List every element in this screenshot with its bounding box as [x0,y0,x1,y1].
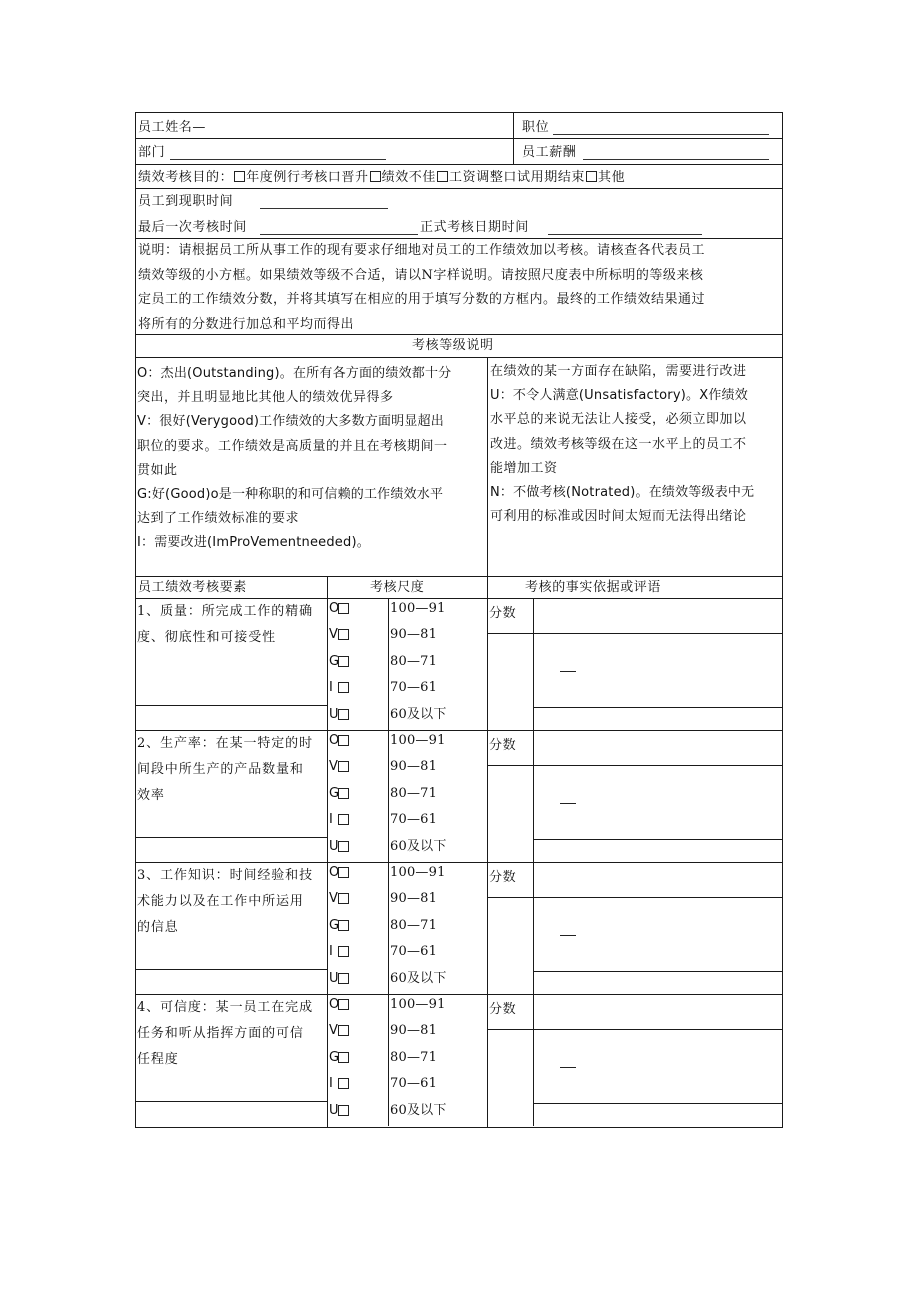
option-other: 其他 [598,170,626,185]
position-label: 职位 [522,120,550,135]
scale-divider [388,730,389,862]
salary-label: 员工薪酬 [522,145,577,160]
factor-subrow-line [135,705,328,706]
scale-divider [388,862,389,994]
grade-letter: U [329,1102,339,1118]
evidence-row-line [533,1103,783,1104]
grade-left-line: O：杰出(Outstanding)。在所有各方面的绩效都十分 [137,366,452,381]
score-label: 分数 [489,870,517,885]
purpose-row [138,170,625,185]
grade-range: 100—91 [390,601,446,616]
evidence-header: 考核的事实依据或评语 [525,580,662,595]
evidence-dash [560,935,576,936]
evidence-divider [533,730,534,862]
grade-letter: V [329,627,339,643]
grade-range: 80—71 [390,1049,438,1065]
factor-label-line: 间段中所生产的产品数量和 [137,762,304,777]
grade-left-line: I：需要改进(ImProVementneeded)。 [137,535,370,551]
factor-label-line: 4、可信度：某一员工在完成 [137,1000,313,1015]
hire-date-label: 员工到现职时间 [138,194,234,209]
grade-divider [487,357,488,577]
grade-letter: V [329,1023,339,1039]
grade-checkbox-g[interactable] [338,788,349,799]
grade-right-text [490,360,782,529]
score-label: 分数 [489,606,517,621]
instructions-line: 绩效等级的小方框。如果绩效等级不合适，请以N字样说明。请按照尺度表中所标明的等级来核 [138,267,704,283]
grade-letter: U [329,706,339,722]
grade-letter: O [329,997,340,1012]
factor-subrow-line [135,969,328,970]
grade-title: 考核等级说明 [412,338,494,353]
grade-letter: V [329,759,339,775]
instructions-text [138,239,780,337]
grade-checkbox-i[interactable] [338,682,349,693]
last-review-label: 最后一次考核时间 [138,220,247,235]
factor-block-line [135,994,783,995]
checkbox-other[interactable] [586,171,597,182]
grade-letter: I [329,944,334,960]
grade-checkbox-v[interactable] [338,629,349,640]
grade-letter: G [329,1049,340,1065]
grade-range: 100—91 [390,733,446,748]
grade-title-line [135,357,783,358]
grade-range: 100—91 [390,997,446,1012]
grade-letter: I [329,680,334,696]
evidence-col-line [487,576,488,1128]
grade-range: 60及以下 [390,1102,447,1118]
formal-review-field[interactable] [548,234,702,235]
evidence-dash [560,1067,576,1068]
grade-checkbox-i[interactable] [338,946,349,957]
evidence-row-line [533,707,783,708]
score-row-line [487,1029,783,1030]
purpose-label: 绩效考核目的： [138,170,234,185]
factor-label-line: 3、工作知识：时间经验和技 [137,868,313,883]
factor-label-line: 术能力以及在工作中所运用 [137,894,304,909]
grade-checkbox-v[interactable] [338,761,349,772]
checkbox-salary-adjust[interactable] [437,171,448,182]
grade-range: 60及以下 [390,838,447,854]
option-salary-adjust: 工资调整口试用期结束 [449,170,586,185]
grade-range: 90—81 [390,759,438,775]
score-label: 分数 [489,738,517,753]
grade-left-line: V：很好(Verygood)工作绩效的大多数方面明显超出 [137,414,444,430]
grade-checkbox-i[interactable] [338,1078,349,1089]
factor-subrow-line [135,1101,328,1102]
factor-label-line: 任程度 [137,1052,179,1067]
grade-checkbox-i[interactable] [338,814,349,825]
grade-right-line: U：不令人满意(Unsatisfactory)。X作绩效 [490,388,748,404]
score-row-line [487,765,783,766]
department-label: 部门 [138,145,166,160]
instructions-line: 说明：请根据员工所从事工作的现有要求仔细地对员工的工作绩效加以考核。请核查各代表员工 [138,243,706,258]
evidence-dash [560,671,576,672]
evidence-divider [533,862,534,994]
evidence-divider [533,598,534,730]
grade-left-line: 突出，并且明显地比其他人的绩效优异得多 [137,390,394,406]
score-row-line [487,897,783,898]
instructions-line: 将所有的分数进行加总和平均而得出 [138,316,355,332]
grade-letter: I [329,812,334,828]
grade-range: 100—91 [390,865,446,880]
factor-label-line: 效率 [137,788,165,803]
last-review-field[interactable] [260,234,418,235]
table-border-left [135,112,136,1128]
grade-right-line: 水平总的来说无法让人接受，必须立即加以 [490,412,747,428]
grade-left-line: 贯如此 [137,462,178,478]
grade-checkbox-u[interactable] [338,1105,349,1116]
grade-checkbox-g[interactable] [338,920,349,931]
factor-label-line: 1、质量：所完成工作的精确 [137,604,313,619]
grade-letter: U [329,838,339,854]
factor-subrow-line [135,837,328,838]
grade-range: 90—81 [390,891,438,907]
grade-right-line: 能增加工资 [490,460,558,476]
factor-label-line: 的信息 [137,920,179,935]
grade-checkbox-o[interactable] [338,735,349,746]
checkbox-poor-performance[interactable] [370,171,381,182]
grade-letter: O [329,601,340,616]
header-bottom-line [135,164,783,165]
scale-divider [388,598,389,730]
grade-bottom-line [135,576,783,577]
grade-range: 80—71 [390,917,438,933]
grade-letter: I [329,1076,334,1092]
option-annual-review: 年度例行考核口晋升 [246,170,369,185]
factor-block-line [135,730,783,731]
grade-left-line: G:好(Good)o是一种称职的和可信赖的工作绩效水平 [137,487,444,503]
evidence-row-line [533,971,783,972]
grade-checkbox-v[interactable] [338,893,349,904]
grade-checkbox-g[interactable] [338,1052,349,1063]
grade-checkbox-o[interactable] [338,603,349,614]
employee-name-label: 员工姓名— [138,120,207,135]
grade-range: 70—61 [390,1076,438,1092]
grade-right-line: 在绩效的某一方面存在缺陷，需要进行改进 [490,364,747,379]
scale-divider [388,994,389,1126]
grade-range: 70—61 [390,812,438,828]
grade-range: 80—71 [390,653,438,669]
score-row-line [487,633,783,634]
grade-letter: V [329,891,339,907]
hire-date-field[interactable] [260,208,388,209]
grade-range: 90—81 [390,1023,438,1039]
grade-left-text [137,362,487,556]
grade-letter: O [329,865,340,880]
grade-range: 60及以下 [390,706,447,722]
table-border-top [135,112,783,113]
grade-right-line: N：不做考核(Notrated)。在绩效等级表中无 [490,485,755,501]
scale-header: 考核尺度 [370,580,425,595]
grade-right-line: 可利用的标准或因时间太短而无法得出绪论 [490,509,747,525]
factor-label-line: 2、生产率：在某一特定的时 [137,736,313,751]
salary-field[interactable] [583,159,769,160]
formal-review-label: 正式考核日期时间 [420,220,529,235]
table-border-bottom [135,1127,783,1128]
position-field[interactable] [553,134,769,135]
grade-letter: G [329,917,340,933]
score-label: 分数 [489,1002,517,1017]
grade-checkbox-u[interactable] [338,709,349,720]
grade-letter: U [329,970,339,986]
factor-label-line: 任务和听从指挥方面的可信 [137,1026,304,1041]
grade-range: 60及以下 [390,970,447,986]
grade-checkbox-o[interactable] [338,867,349,878]
table-header-line [135,598,783,599]
grade-right-line: 改进。绩效考核等级在这一水平上的员工不 [490,436,747,452]
table-border-right [782,112,783,1128]
grade-range: 80—71 [390,785,438,801]
header-row-line [135,138,783,139]
grade-checkbox-g[interactable] [338,656,349,667]
grade-range: 70—61 [390,680,438,696]
department-field[interactable] [170,159,386,160]
grade-range: 90—81 [390,627,438,643]
factor-col-line [327,576,328,1128]
grade-checkbox-o[interactable] [338,999,349,1010]
evidence-row-line [533,839,783,840]
evidence-dash [560,803,576,804]
grade-checkbox-u[interactable] [338,973,349,984]
factor-label-line: 度、彻底性和可接受性 [137,630,277,645]
evidence-divider [533,994,534,1126]
grade-letter: G [329,653,340,669]
grade-checkbox-v[interactable] [338,1025,349,1036]
option-poor-performance: 绩效不佳 [381,170,437,185]
grade-left-line: 达到了工作绩效标准的要求 [137,511,300,527]
grade-range: 70—61 [390,944,438,960]
factor-header: 员工绩效考核要素 [138,580,247,595]
grade-checkbox-u[interactable] [338,841,349,852]
checkbox-annual-review[interactable] [234,171,245,182]
instructions-bottom-line [135,334,783,335]
purpose-bottom-line [135,188,783,189]
grade-letter: G [329,785,340,801]
instructions-line: 定员工的工作绩效分数，并将其填写在相应的用于填写分数的方框内。最终的工作绩效结果通过 [138,292,706,307]
grade-letter: O [329,733,340,748]
grade-left-line: 职位的要求。工作绩效是高质量的并且在考核期间一 [137,438,448,454]
factor-block-line [135,862,783,863]
